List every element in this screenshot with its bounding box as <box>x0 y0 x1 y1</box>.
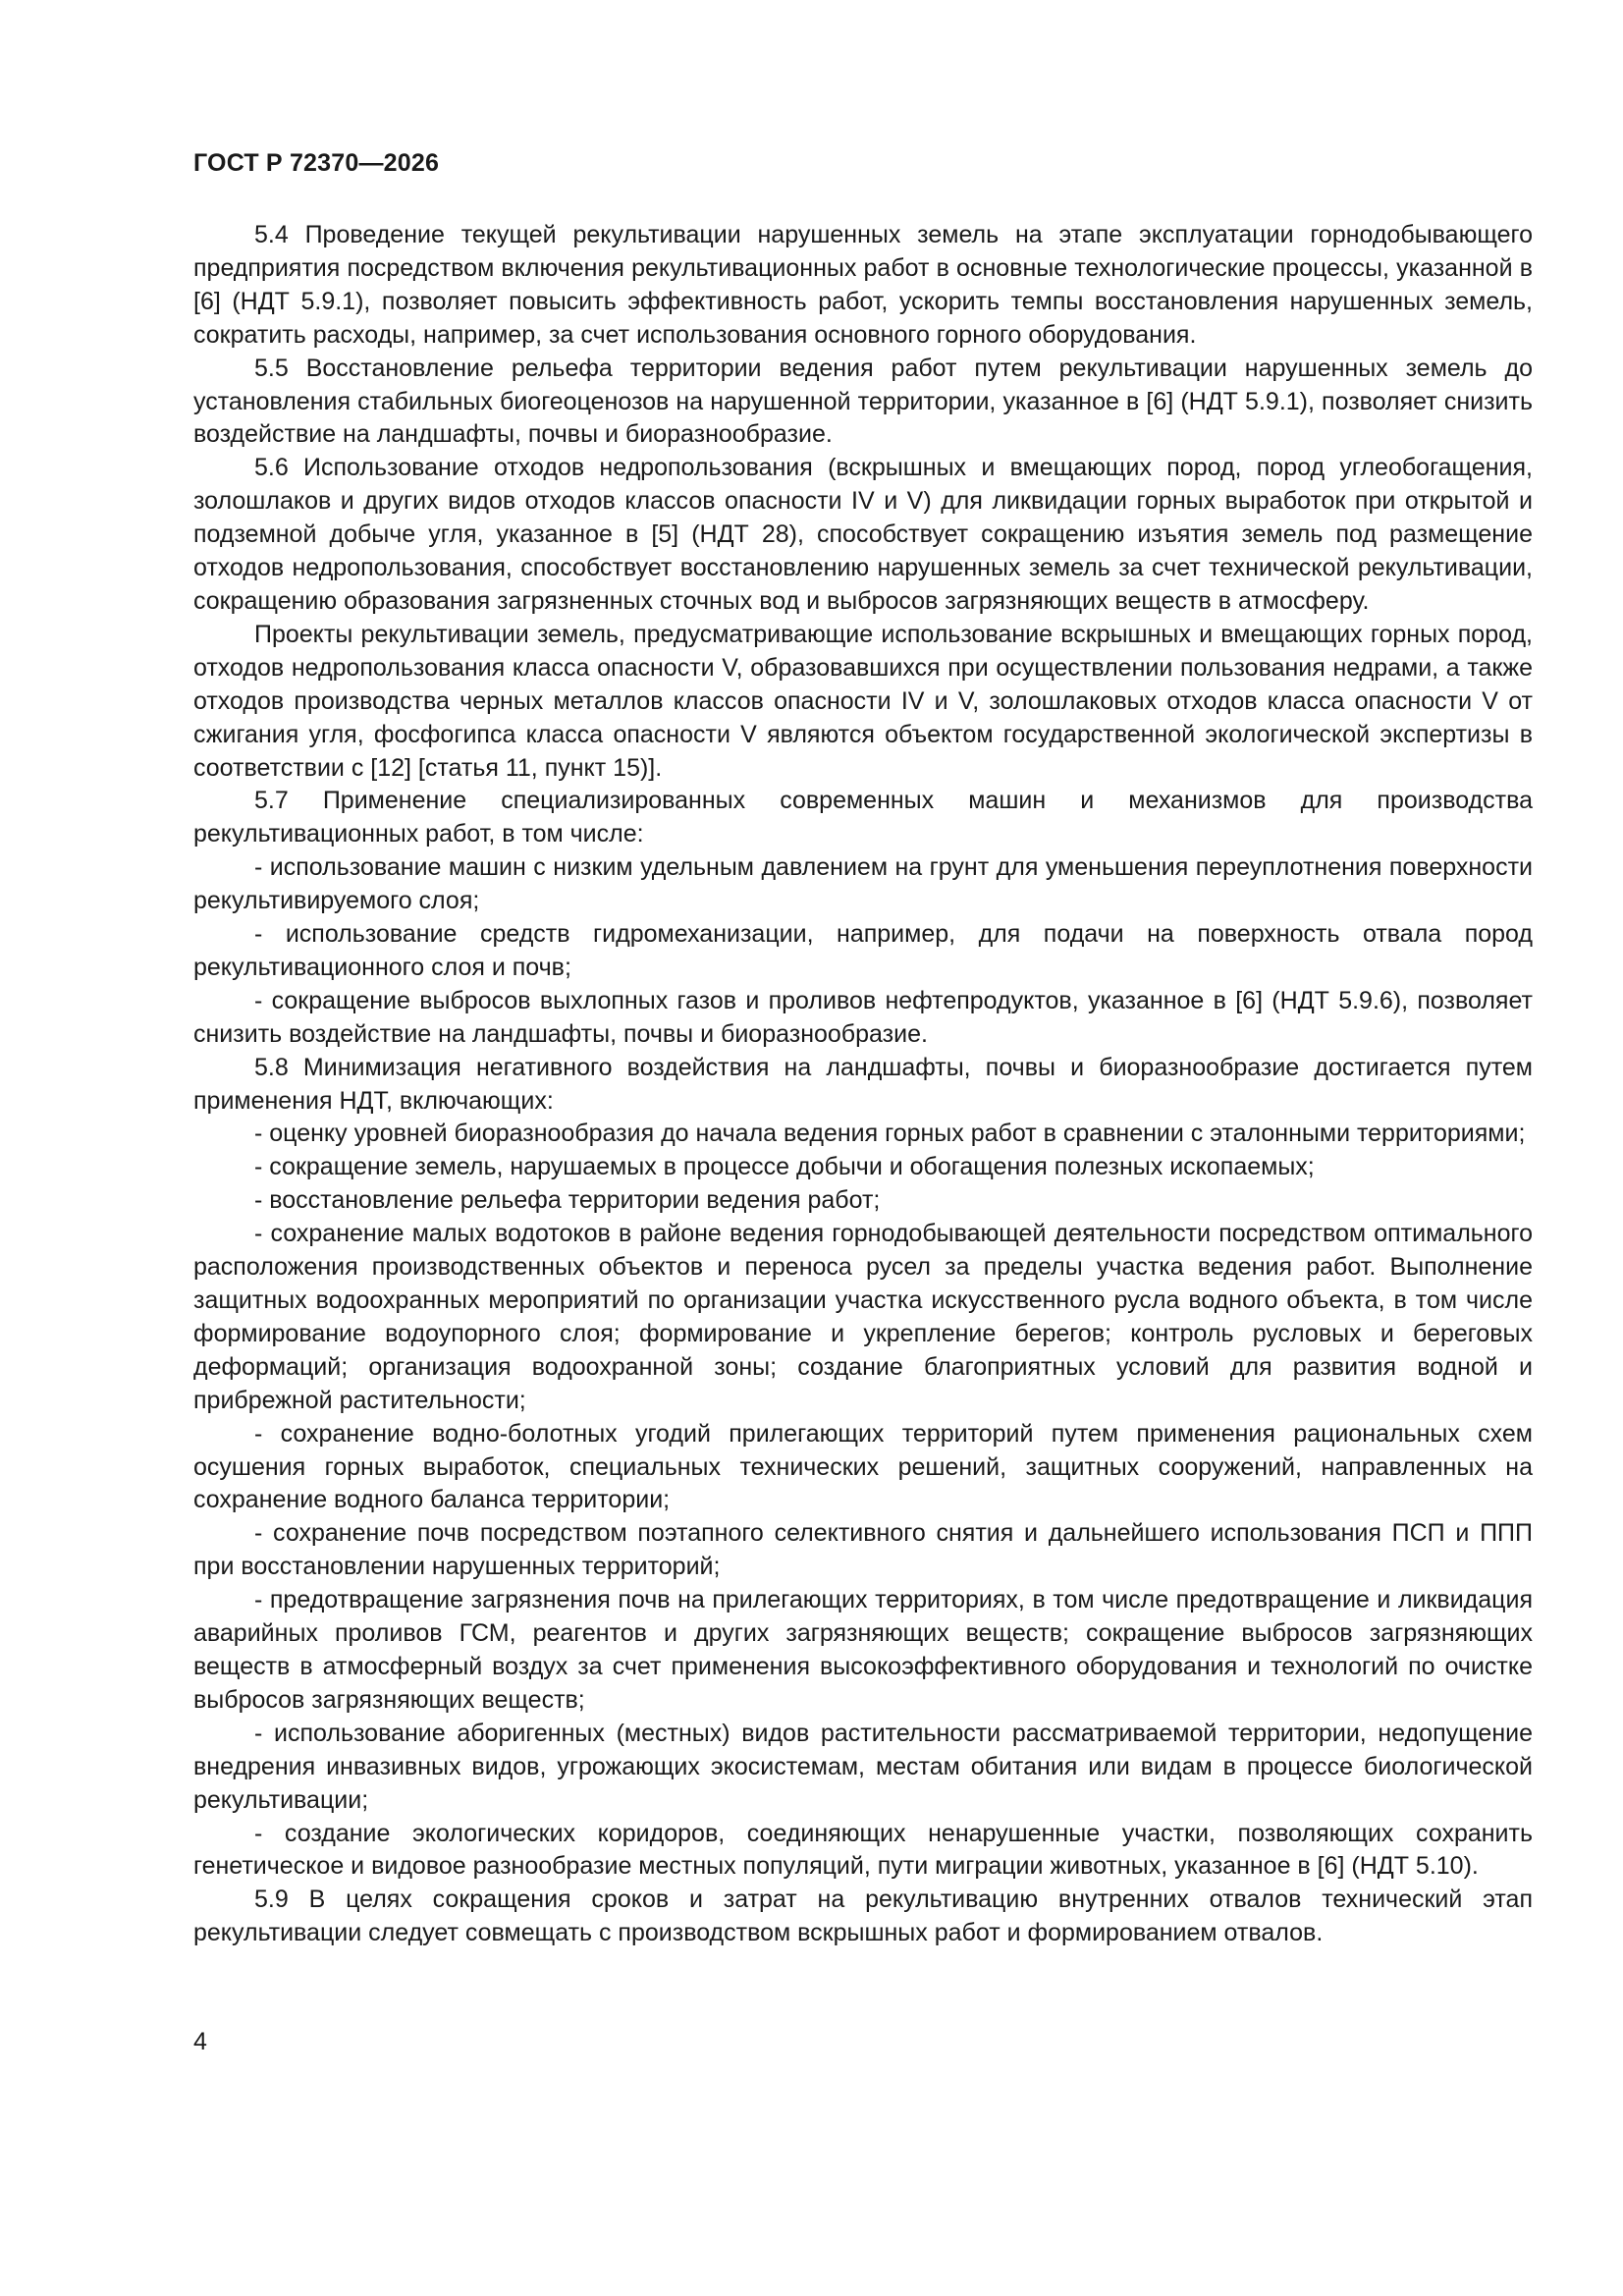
list-item: - использование аборигенных (местных) видов растительности рассматриваемой территории, недопущение внедрения инвазивных видов, угрожающих экосистемам, местам обитания или видам в процессе биологической рекультивации; <box>193 1719 1533 1814</box>
list-item: - сохранение малых водотоков в районе ведения горнодобывающей деятельности посредством оптимального расположения производственных объектов и переноса русел за пределы участка ведения работ. Выполнение защитных водоохранных мероприятий по организации участка искусственного русла водного объекта, в том числе формирование водоупорного слоя; формирование и укрепление берегов; контроль русловых и береговых деформаций; организация водоохранной зоны; создание благоприятных условий для развития водной и прибрежной растительности; <box>193 1220 1533 1414</box>
document-header: ГОСТ Р 72370—2026 <box>193 149 440 177</box>
paragraph-5-5: 5.5 Восстановление рельефа территории ведения работ путем рекультивации нарушенных земель до установления стабильных биогеоценозов на нарушенной территории, указанное в [6] (НДТ 5.9.1), позволяет снизить воздействие на ландшафты, почвы и биоразнообразие. <box>193 354 1533 449</box>
list-item: - использование машин с низким удельным давлением на грунт для уменьшения переуплотнения поверхности рекультивируемого слоя; <box>193 853 1533 915</box>
paragraph-5-9: 5.9 В целях сокращения сроков и затрат на рекультивацию внутренних отвалов технический этап рекультивации следует совмещать с производством вскрышных работ и формированием отвалов. <box>193 1886 1533 1947</box>
paragraph-5-7: 5.7 Применение специализированных современных машин и механизмов для производства рекультивационных работ, в том числе: <box>193 787 1533 848</box>
paragraph-5-4: 5.4 Проведение текущей рекультивации нарушенных земель на этапе эксплуатации горнодобывающего предприятия посредством включения рекультивационных работ в основные технологические процессы, указанной в [6] (НДТ 5.9.1), позволяет повысить эффективность работ, ускорить темпы восстановления нарушенных земель, сократить расходы, например, за счет использования основного горного оборудования. <box>193 221 1533 349</box>
list-item: - создание экологических коридоров, соединяющих ненарушенные участки, позволяющих сохранить генетическое и видовое разнообразие местных популяций, пути миграции животных, указанное в [6] (НДТ 5.10). <box>193 1819 1533 1881</box>
list-item: - сохранение почв посредством поэтапного селективного снятия и дальнейшего использования ПСП и ППП при восстановлении нарушенных территорий; <box>193 1519 1533 1581</box>
page-number: 4 <box>193 2028 207 2055</box>
list-item: - оценку уровней биоразнообразия до начала ведения горных работ в сравнении с эталонными территориями; <box>254 1120 1526 1148</box>
paragraph-5-8: 5.8 Минимизация негативного воздействия на ландшафты, почвы и биоразнообразие достигается путем применения НДТ, включающих: <box>193 1053 1533 1115</box>
paragraph-5-6: 5.6 Использование отходов недропользования (вскрышных и вмещающих пород, пород углеобогащения, золошлаков и других видов отходов классов опасности IV и V) для ликвидации горных выработок при открытой и подземной добыче угля, указанное в [5] (НДТ 28), способствует сокращению изъятия земель под размещение отходов недропользования, способствует восстановлению нарушенных земель за счет технической рекультивации, сокращению образования загрязненных сточных вод и выбросов загрязняющих веществ в атмосферу. <box>193 454 1533 615</box>
list-item: - предотвращение загрязнения почв на прилегающих территориях, в том числе предотвращение и ликвидация аварийных проливов ГСМ, реагентов и других загрязняющих веществ; сокращение выбросов загрязняющих веществ в атмосферный воздух за счет применения высокоэффективного оборудования и технологий по очистке выбросов загрязняющих веществ; <box>193 1586 1533 1714</box>
paragraph-5-6-projects: Проекты рекультивации земель, предусматривающие использование вскрышных и вмещающих горных пород, отходов недропользования класса опасности V, образовавшихся при осуществлении пользования недрами, а также отходов производства черных металлов классов опасности IV и V, золошлаковых отходов класса опасности V от сжигания угля, фосфогипса класса опасности V являются объектом государственной экологической экспертизы в соответствии с [12] [статья 11, пункт 15)]. <box>193 620 1533 782</box>
list-item: - использование средств гидромеханизации, например, для подачи на поверхность отвала пород рекультивационного слоя и почв; <box>193 920 1533 981</box>
list-item: - сохранение водно-болотных угодий прилегающих территорий путем применения рациональных схем осушения горных выработок, специальных технических решений, защитных сооружений, направленных на сохранение водного баланса территории; <box>193 1419 1533 1514</box>
document-body <box>193 219 1533 1950</box>
list-item: - сокращение земель, нарушаемых в процессе добычи и обогащения полезных ископаемых; <box>254 1153 1315 1181</box>
list-item: - сокращение выбросов выхлопных газов и проливов нефтепродуктов, указанное в [6] (НДТ 5.9.6), позволяет снизить воздействие на ландшафты, почвы и биоразнообразие. <box>193 986 1533 1048</box>
list-item: - восстановление рельефа территории ведения работ; <box>254 1186 881 1215</box>
